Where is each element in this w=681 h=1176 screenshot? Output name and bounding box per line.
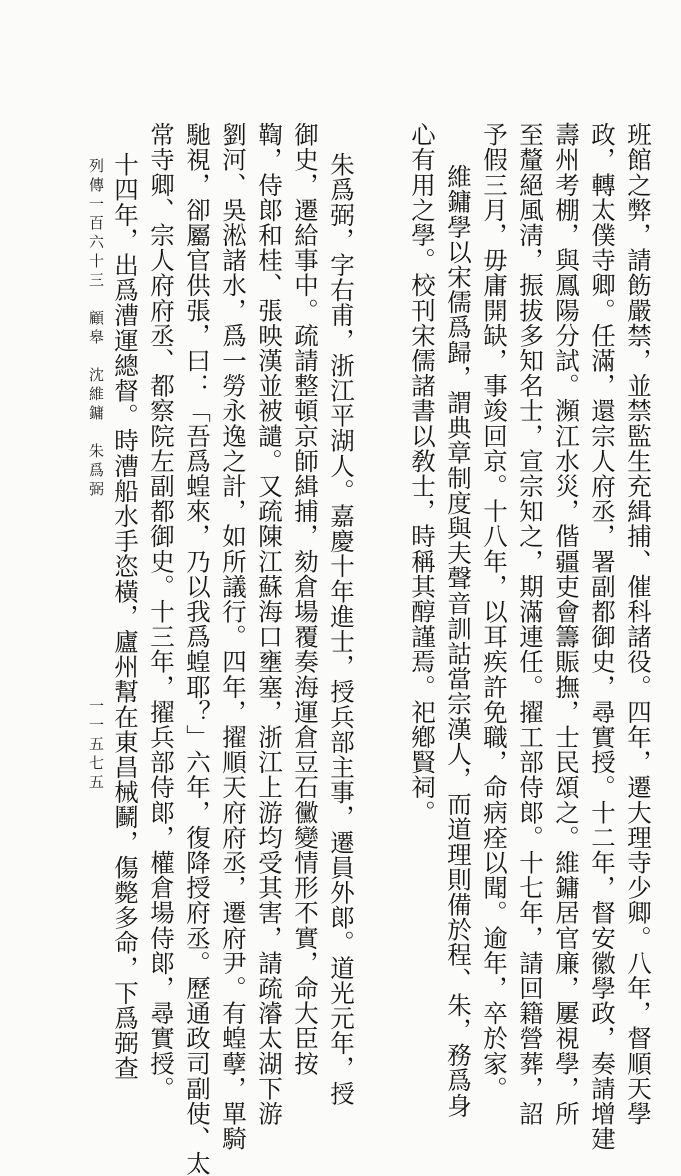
text-column: 常寺卿、宗人府府丞、都察院左副都御史。十三年，擢兵部侍郞，權倉場侍郞，尋實授。 — [147, 122, 176, 1101]
text-column: 馳視，卻屬官供張，曰：「吾爲蝗來，乃以我爲蝗耶？」六年，復降授府丞。歷通政司副使、太 — [183, 122, 212, 1176]
text-column: 心有用之學。校刊宋儒諸書以敎士，時稱其醇謹焉。祀鄕賢祠。 — [408, 122, 437, 825]
text-column: 維鏞學以宋儒爲歸，謂典章制度與夫聲音訓詁當宗漢人，而道理則備於程、朱，務爲身 — [444, 164, 473, 1118]
text-column: 班館之弊，請飭嚴禁，並禁監生充緝捕、催科諸役。四年，遷大理寺少卿。八年，督順天學 — [624, 122, 653, 1126]
text-column: 予假三月，毋庸開缺，事竣回京。十八年，以耳疾許免職，命病痊以聞。逾年，卒於家。 — [480, 122, 509, 1101]
text-column: 劉河、吳淞諸水，爲一勞永逸之計，如所議行。四年，擢順天府府丞，遷府尹。有蝗孽，單騎 — [219, 122, 248, 1152]
text-column: 朱爲弼，字右甫，浙江平湖人。嘉慶十年進士，授兵部主事，遷員外郞。道光元年，授 — [327, 152, 356, 1106]
text-column: 政，轉太僕寺卿。任滿，還宗人府丞，署副都御史，尋實授。十二年，督安徽學政，奏請增建 — [588, 122, 617, 1152]
text-column: 至釐絕風淸，振拔多知名士，宣宗知之，期滿連任。擢工部侍郞。十七年，請回籍營葬，詔 — [516, 122, 545, 1126]
text-column: 鞫，侍郞和桂、張映漢並被譴。又疏陳江蘇海口壅塞，浙江上游均受其害，請疏濬太湖下游 — [255, 122, 284, 1126]
running-header: 列傳一百六十三 顧皋 沈維鏞 朱爲弼 — [87, 158, 105, 500]
text-column: 十四年，出爲漕運總督。時漕船水手恣橫，廬州幫在東昌械鬭，傷斃多命，下爲弼查 — [111, 152, 140, 1081]
text-column: 御史，遷給事中。疏請整頓京師緝捕，劾倉場覆奏海運倉豆石黴變情形不實，命大臣按 — [291, 122, 320, 1076]
text-column: 壽州考棚，與鳳陽分試。瀕江水災，偕疆吏會籌賑撫，士民頌之。維鏞居官廉，屢視學，所 — [552, 122, 581, 1126]
page-number: 一一五七五 — [87, 698, 105, 793]
